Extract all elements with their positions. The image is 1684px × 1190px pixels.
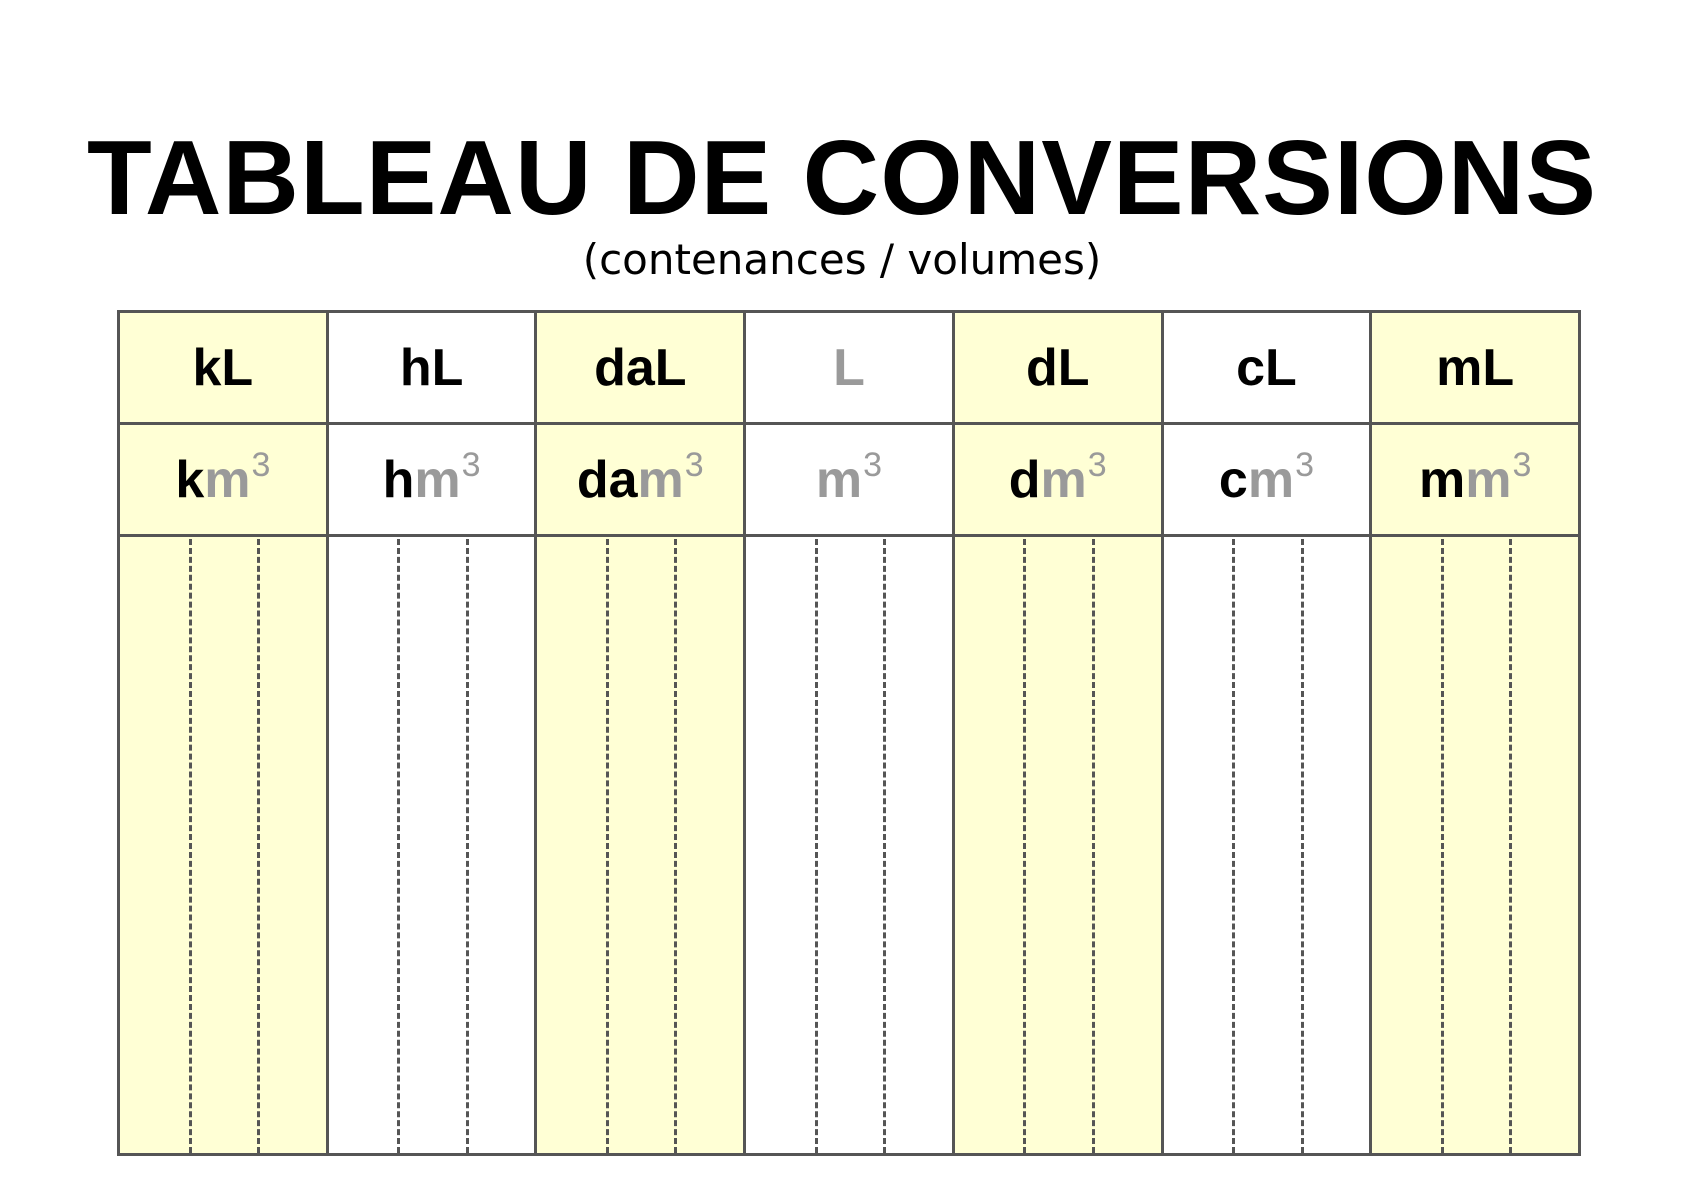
dashed-divider: [1232, 539, 1235, 1153]
capacity-unit-label: mL: [1372, 313, 1578, 425]
volume-prefix: da: [576, 450, 638, 509]
volume-exponent: 3: [863, 446, 883, 484]
column-dal: [537, 313, 746, 1153]
capacity-unit-label: daL: [537, 313, 743, 425]
page-title: TABLEAU DE CONVERSIONS: [86, 119, 1598, 237]
capacity-unit-label: cL: [1164, 313, 1370, 425]
dashed-divider: [1092, 539, 1095, 1153]
dashed-divider: [674, 539, 677, 1153]
capacity-unit-label: kL: [120, 313, 326, 425]
volume-exponent: 3: [461, 446, 481, 484]
dashed-divider: [257, 539, 260, 1153]
capacity-unit-label: hL: [329, 313, 535, 425]
column-body[interactable]: [746, 537, 952, 1153]
volume-unit-label: [955, 425, 1161, 537]
volume-prefix: h: [382, 450, 415, 509]
dashed-divider: [1023, 539, 1026, 1153]
dashed-divider: [815, 539, 818, 1153]
column-cl: [1164, 313, 1373, 1153]
volume-base: m: [414, 450, 461, 509]
volume-prefix: d: [1008, 450, 1041, 509]
volume-unit-label: [1372, 425, 1578, 537]
column-body[interactable]: [1372, 537, 1578, 1153]
column-hl: [329, 313, 538, 1153]
volume-exponent: 3: [1087, 446, 1107, 484]
capacity-unit-label: dL: [955, 313, 1161, 425]
dashed-divider: [1509, 539, 1512, 1153]
column-body[interactable]: [537, 537, 743, 1153]
dashed-divider: [883, 539, 886, 1153]
volume-base: m: [204, 450, 251, 509]
volume-unit-label: [537, 425, 743, 537]
volume-exponent: 3: [1295, 446, 1314, 484]
dashed-divider: [189, 539, 192, 1153]
dashed-divider: [606, 539, 609, 1153]
volume-unit-label: [1164, 425, 1370, 537]
column-body[interactable]: [120, 537, 326, 1153]
dashed-divider: [466, 539, 469, 1153]
volume-exponent: 3: [684, 446, 704, 484]
volume-exponent: 3: [1512, 446, 1532, 484]
volume-unit-label: [329, 425, 535, 537]
volume-base: m: [1465, 450, 1512, 509]
column-body[interactable]: [1164, 537, 1370, 1153]
dashed-divider: [1441, 539, 1444, 1153]
column-body[interactable]: [955, 537, 1161, 1153]
volume-prefix: k: [175, 450, 205, 509]
dashed-divider: [397, 539, 400, 1153]
volume-prefix: m: [1418, 450, 1466, 509]
dashed-divider: [1301, 539, 1304, 1153]
conversion-table: [117, 310, 1581, 1156]
column-body[interactable]: [329, 537, 535, 1153]
page-subtitle: (contenances / volumes): [582, 235, 1102, 284]
capacity-unit-label: L: [746, 313, 952, 425]
column-ml: [1372, 313, 1578, 1153]
column-kl: [120, 313, 329, 1153]
volume-base: m: [1040, 450, 1087, 509]
volume-unit-label: [120, 425, 326, 537]
column-l: [746, 313, 955, 1153]
volume-exponent: 3: [251, 446, 271, 484]
volume-base: m: [637, 450, 684, 509]
volume-base: m: [1247, 450, 1295, 509]
volume-unit-label: [746, 425, 952, 537]
column-dl: [955, 313, 1164, 1153]
volume-prefix: c: [1218, 450, 1248, 509]
volume-base: m: [815, 450, 863, 509]
